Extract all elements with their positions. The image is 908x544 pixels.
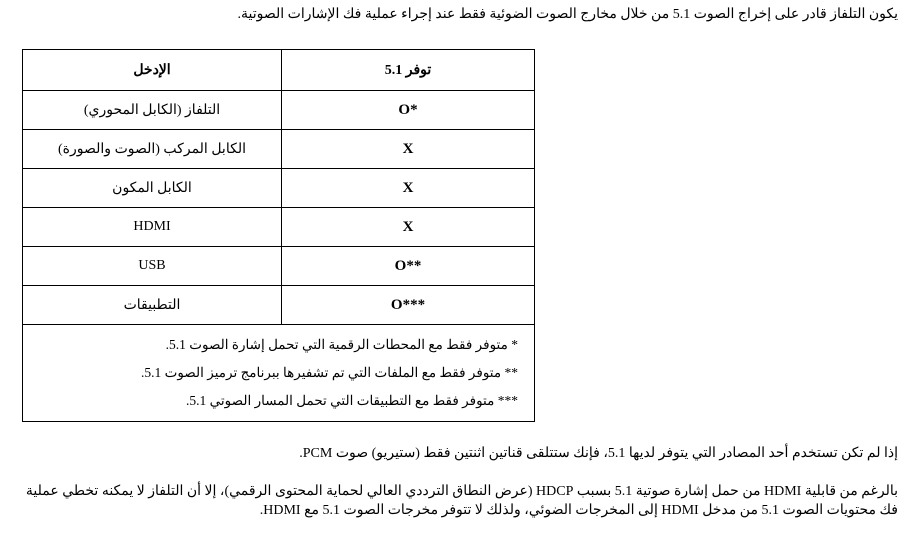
header-input: الإدخل — [23, 50, 282, 91]
header-support: توفر 5.1 — [282, 50, 535, 91]
footnote: ** متوفر فقط مع الملفات التي تم تشفيرها ببرنامج ترميز الصوت 5.1. — [141, 365, 518, 380]
table-header-row — [23, 50, 535, 91]
support-cell — [282, 208, 535, 247]
pcm-paragraph: إذا لم تكن تستخدم أحد المصادر التي يتوفر لديها 5.1، فإنك ستتلقى قناتين اثنتين فقط (ستيريو) صوت PCM. — [299, 446, 898, 461]
table-row — [23, 286, 535, 325]
table-row — [23, 169, 535, 208]
input-cell: التطبيقات — [23, 286, 282, 325]
hdmi-paragraph: بالرغم من قابلية HDMI من حمل إشارة صوتية 5.1 بسبب HDCP (عرض النطاق الترددي العالي لحماية المحتوى الرقمي)، إلا أن التلفاز لا يمكنه تخطي عملية فك محتويات الصوت 5.1 من مدخل HDMI إلى المخرجات الضوئي، ولذلك لا تتوفر مخرجات الصوت 5.1 مع HDMI. — [25, 484, 898, 518]
support-mark: O* — [398, 101, 418, 118]
support-mark: X — [402, 179, 414, 196]
support-cell — [282, 169, 535, 208]
intro-paragraph: يكون التلفاز قادر على إخراج الصوت 5.1 من خلال مخارج الصوت الضوئية فقط عند إجراء عملية فك الإشارات الصوتية. — [237, 7, 898, 22]
input-cell: الكابل المركب (الصوت والصورة) — [23, 130, 282, 169]
support-cell — [282, 286, 535, 325]
table-row — [23, 247, 535, 286]
input-cell: التلفاز (الكابل المحوري) — [23, 91, 282, 130]
footnote: *** متوفر فقط مع التطبيقات التي تحمل المسار الصوتي 5.1. — [186, 393, 518, 408]
support-mark: O*** — [390, 296, 426, 313]
support-cell — [282, 91, 535, 130]
support-mark: X — [402, 218, 414, 235]
table-notes — [23, 325, 535, 422]
support-cell — [282, 247, 535, 286]
support-cell — [282, 130, 535, 169]
audio-support-table — [22, 49, 535, 422]
input-cell: HDMI — [23, 208, 282, 247]
table-row — [23, 208, 535, 247]
support-mark: X — [402, 140, 414, 157]
table-row — [23, 130, 535, 169]
support-mark: O** — [394, 257, 422, 274]
input-cell: USB — [23, 247, 282, 286]
footnote: * متوفر فقط مع المحطات الرقمية التي تحمل إشارة الصوت 5.1. — [165, 337, 518, 352]
input-cell: الكابل المكون — [23, 169, 282, 208]
table-row — [23, 91, 535, 130]
table-notes-row — [23, 325, 535, 422]
